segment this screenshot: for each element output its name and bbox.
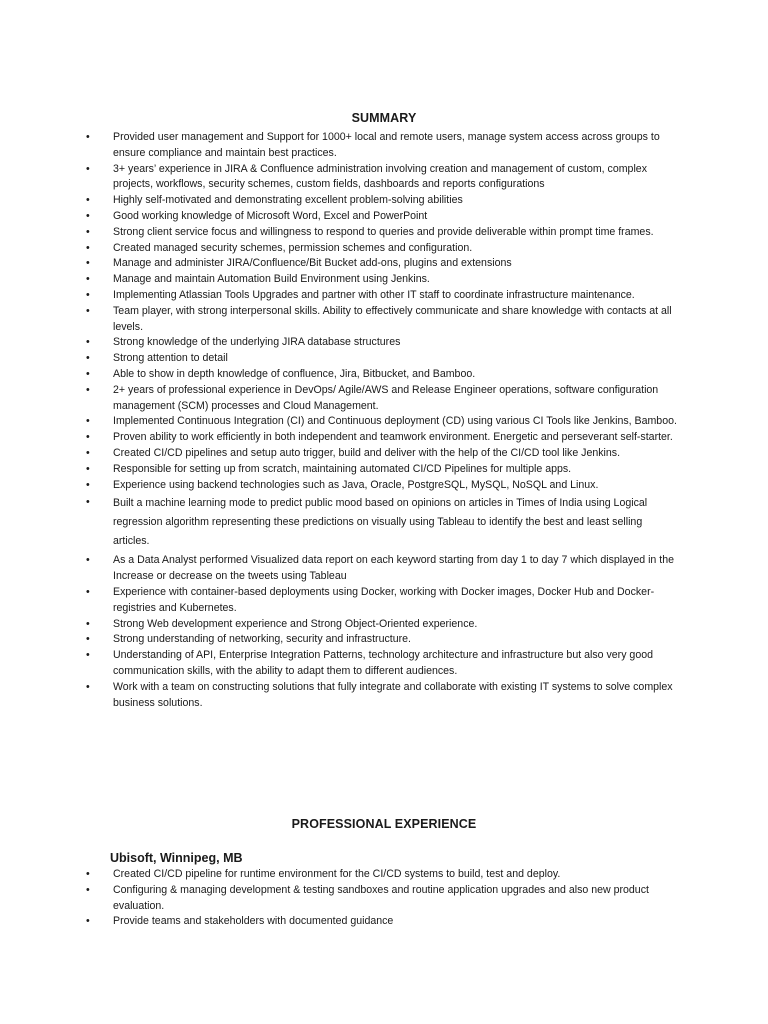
bullet-item: • Strong understanding of networking, security and infrastructure.: [86, 632, 678, 648]
bullet-item: • Built a machine learning mode to predict public mood based on opinions on articles in Times of India using Logical regression algorithm representing these predictions on visually using Tableau to identify the best and least selling articles.: [86, 493, 678, 553]
bullet-item: • Strong knowledge of the underlying JIRA database structures: [86, 335, 678, 351]
bullet-item: • As a Data Analyst performed Visualized data report on each keyword starting from day 1 to day 7 which displayed in the Increase or decrease on the tweets using Tableau: [86, 553, 678, 585]
bullet-item: • Provide teams and stakeholders with documented guidance: [86, 914, 678, 930]
bullet-item: • Created managed security schemes, permission schemes and configuration.: [86, 241, 678, 257]
bullet-item: • Configuring & managing development & testing sandboxes and routine application upgrades and also new product evaluation.: [86, 883, 678, 915]
bullet-item: • Understanding of API, Enterprise Integration Patterns, technology architecture and infrastructure but also very good communication skills, with the ability to adapt them to different audiences.: [86, 648, 678, 680]
bullet-item: • Highly self-motivated and demonstrating excellent problem-solving abilities: [86, 193, 678, 209]
bullet-item: • Implementing Atlassian Tools Upgrades and partner with other IT staff to coordinate infrastructure maintenance.: [86, 288, 678, 304]
job-company: Ubisoft, Winnipeg, MB: [110, 851, 243, 865]
bullet-item: • Strong attention to detail: [86, 351, 678, 367]
bullet-item: • Responsible for setting up from scratch, maintaining automated CI/CD Pipelines for multiple apps.: [86, 462, 678, 478]
summary-list: [86, 130, 678, 711]
bullet-item: • 2+ years of professional experience in DevOps/ Agile/AWS and Release Engineer operations, software configuration management (SCM) processes and Cloud Management.: [86, 383, 678, 415]
bullet-item: • Manage and administer JIRA/Confluence/Bit Bucket add-ons, plugins and extensions: [86, 256, 678, 272]
professional-experience-heading: PROFESSIONAL EXPERIENCE: [291, 817, 477, 831]
bullet-item: • Experience with container-based deployments using Docker, working with Docker images, Docker Hub and Docker-registries and Kubernetes.: [86, 585, 678, 617]
bullet-item: • Created CI/CD pipeline for runtime environment for the CI/CD systems to build, test and deploy.: [86, 867, 678, 883]
bullet-item: • Implemented Continuous Integration (CI) and Continuous deployment (CD) using various CI Tools like Jenkins, Bamboo.: [86, 414, 678, 430]
bullet-item: • Good working knowledge of Microsoft Word, Excel and PowerPoint: [86, 209, 678, 225]
summary-heading: SUMMARY: [351, 111, 417, 125]
bullet-item: • Experience using backend technologies such as Java, Oracle, PostgreSQL, MySQL, NoSQL and Linux.: [86, 478, 678, 494]
bullet-item: • Team player, with strong interpersonal skills. Ability to effectively communicate and share knowledge with contacts at all levels.: [86, 304, 678, 336]
bullet-item: • Proven ability to work efficiently in both independent and teamwork environment. Energetic and perseverant self-starter.: [86, 430, 678, 446]
bullet-item: • Strong Web development experience and Strong Object-Oriented experience.: [86, 617, 678, 633]
bullet-item: • Provided user management and Support for 1000+ local and remote users, manage system access across groups to ensure compliance and maintain best practices.: [86, 130, 678, 162]
bullet-item: • 3+ years’ experience in JIRA & Confluence administration involving creation and management of custom, complex projects, workflows, security schemes, custom fields, dashboards and reports configurations: [86, 162, 678, 194]
bullet-item: • Able to show in depth knowledge of confluence, Jira, Bitbucket, and Bamboo.: [86, 367, 678, 383]
bullet-item: • Strong client service focus and willingness to respond to queries and provide deliverable within prompt time frames.: [86, 225, 678, 241]
experience-list: [86, 867, 678, 930]
bullet-item: • Created CI/CD pipelines and setup auto trigger, build and deliver with the help of the CI/CD tool like Jenkins.: [86, 446, 678, 462]
bullet-item: • Work with a team on constructing solutions that fully integrate and collaborate with existing IT systems to solve complex business solutions.: [86, 680, 678, 712]
bullet-item: • Manage and maintain Automation Build Environment using Jenkins.: [86, 272, 678, 288]
